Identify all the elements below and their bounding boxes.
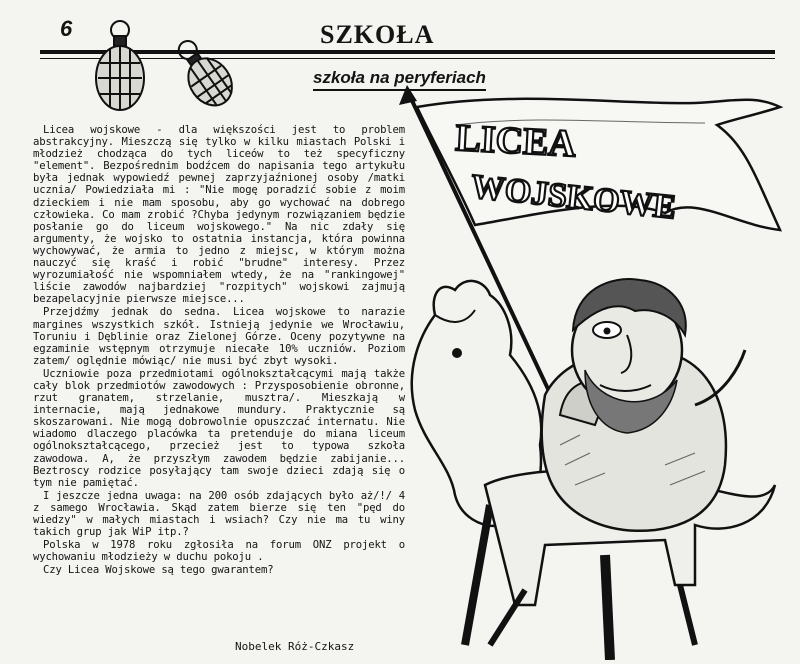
article-signature: Nobelek Róż-Czkasz	[235, 640, 355, 653]
page-number: 6	[60, 16, 73, 41]
cartoon-soldier-hobbyhorse-illustration	[395, 85, 795, 660]
banner-text-wojskowe: WOJSKOWE	[469, 168, 678, 227]
article-paragraph: Czy Licea Wojskowe są tego gwarantem?	[43, 564, 274, 577]
masthead-title: SZKOŁA	[320, 20, 435, 49]
article-paragraph: Uczniowie poza przedmiotami ogólnokształcącymi mają także cały blok przedmiotów zawodowych : Przysposobienie obronne, rzut granatem, strzelanie, musztra/. Mieszkają w internacie, mają jednakowe mundury. Praktycznie są skoszarowani. Nie mogą dobrowolnie opuszczać internatu. Nie wiadomo dlaczego placówka ta pretenduje do miana liceum ogólnokształcącego, przecież jest to typowa szkoła zawodowa. A, że przyszłym zawodem będzie zabijanie... Beztroscy rodzice posyłający tam swoje dzieci zdają się o tym nie pamiętać.	[33, 367, 405, 489]
hobbyhorse-eye	[452, 348, 462, 358]
article-body	[33, 124, 405, 577]
hobbyhorse-stick	[465, 505, 490, 645]
grenade-icons	[88, 18, 258, 118]
banner-text-licea: LICEA	[454, 117, 577, 166]
article-paragraph: Polska w 1978 roku zgłosiła na forum ONZ projekt o wychowaniu młodzieży w duchu pokoju .	[33, 539, 405, 564]
article-paragraph: Przejdźmy jednak do sedna. Licea wojskowe to narazie margines wszystkich szkół. Istnieją jedynie we Wrocławiu, Toruniu i Dęblinie oraz Zielonej Górze. Oceny pozytywne na egzaminie wstępnym otrzymuje niecałe 10% uczniów. Poziom zatem/ oględnie mówiąc/ nie musi być zbyt wysoki.	[33, 306, 405, 367]
article-paragraph: I jeszcze jedna uwaga: na 200 osób zdających było aż/!/ 4 z samego Wrocławia. Skąd zatem bierze się ten "pęd do wiedzy" w małych miastach i wsiach? Czy nie ma tu winy takich grup jak WiP itp.?	[33, 489, 405, 539]
grenade-tilted-icon	[166, 31, 241, 114]
grenade-upright-icon	[96, 21, 144, 110]
article-paragraph: Licea wojskowe - dla większości jest to problem abstrakcyjny. Mieszczą się tylko w kilku miastach Polski i młodzież chodząca do tych liceów to też specyficzny "element". Bezpośrednim bodźcem do napisania tego artykułu była jednak wypowiedź pewnej zaprzyjaźnionej osoby /matki ucznia/ Powiedziała mi : "Nie mogę poradzić sobie z moim dzieckiem i nie mam sposobu, aby go wychować na dobrego człowieka. Co mam zrobić ?Chyba jedynym rozwiązaniem będzie posłanie go do liceum wojskowego." Na nic zdały się argumenty, że wojsko to ostatnia instancja, która powinna wychowywać, że armia to jedno z miejsc, w którym można nauczyć się kraść i robić "brudne" interesy. Przez wyrozumiałość nie wspomniałem wtedy, że na "rankingowej" liście zawodów najbardziej "rozpitych" wojskowi zajmują bezapelacyjnie pierwsze miejsce...	[33, 124, 405, 306]
section-title: szkoła na peryferiach	[313, 68, 486, 91]
